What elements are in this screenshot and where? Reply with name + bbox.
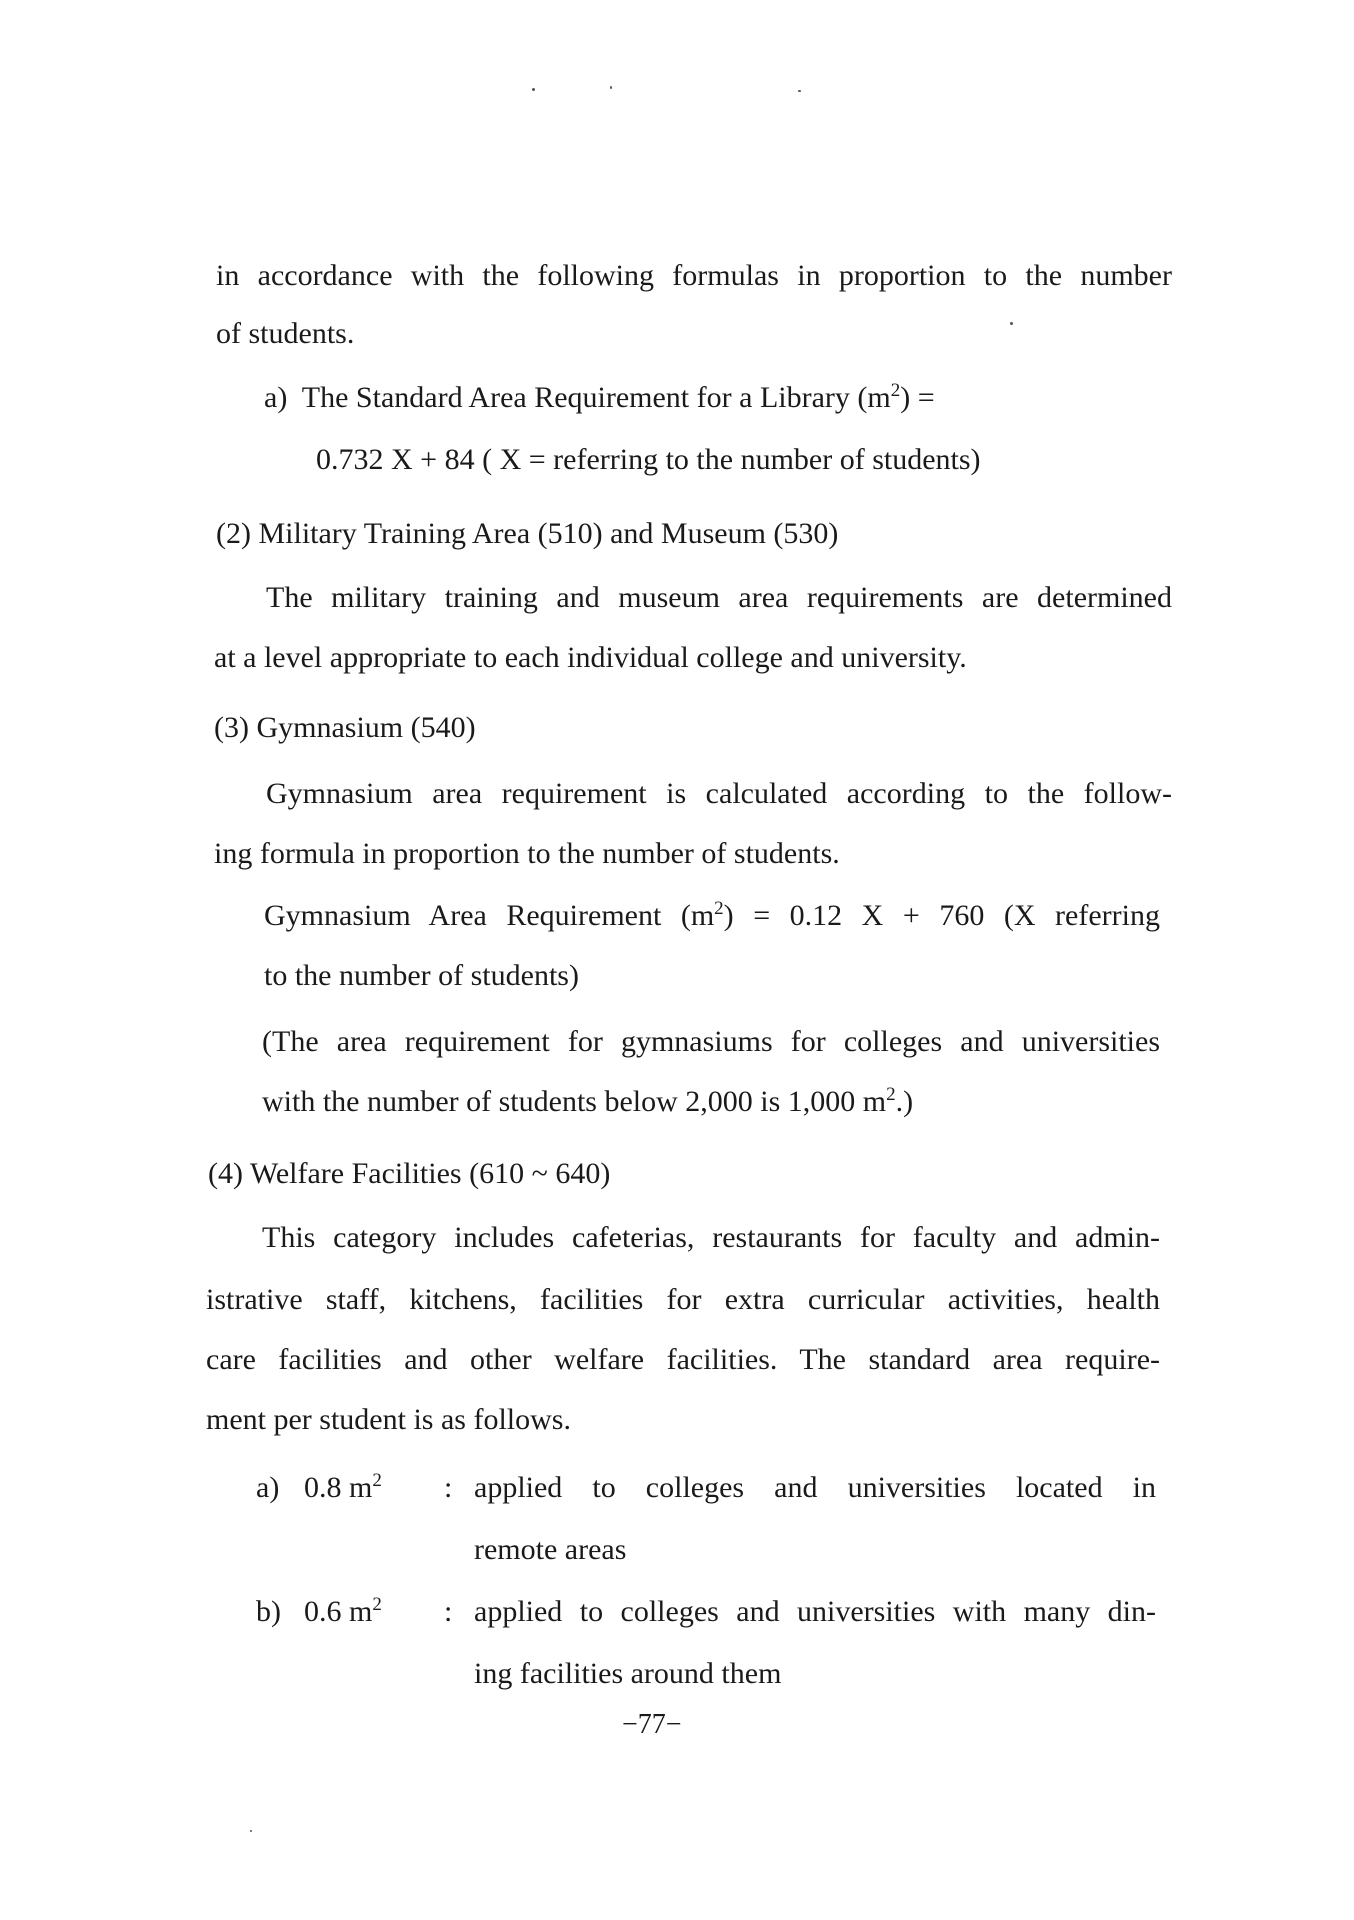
list-label: b) bbox=[256, 1595, 281, 1628]
library-requirement-text: The Standard Area Requirement for a Library (m bbox=[301, 381, 891, 414]
body-text-line: of students. bbox=[216, 317, 355, 350]
list-item-colon: : bbox=[444, 1595, 453, 1628]
library-requirement bbox=[264, 380, 935, 416]
body-text-line: care facilities and other welfare facilities. The standard area require- bbox=[206, 1343, 1160, 1376]
gymnasium-formula-continued: to the number of students) bbox=[264, 959, 579, 992]
list-label: a) bbox=[264, 381, 288, 414]
list-item-description: remote areas bbox=[474, 1533, 627, 1566]
scan-speck bbox=[532, 88, 535, 91]
body-text-line: ing formula in proportion to the number of students. bbox=[214, 837, 840, 870]
scan-speck bbox=[610, 86, 612, 89]
scan-speck bbox=[798, 90, 801, 92]
area-value: 0.8 m bbox=[304, 1471, 373, 1504]
gymnasium-formula-text: Gymnasium Area Requirement (m bbox=[264, 899, 715, 932]
scan-speck bbox=[1010, 322, 1013, 325]
gymnasium-note-text: with the number of students below 2,000 is 1,000 m bbox=[262, 1085, 887, 1118]
gymnasium-note: (The area requirement for gymnasiums for colleges and universities bbox=[262, 1025, 1160, 1058]
section-heading: (3) Gymnasium (540) bbox=[214, 711, 476, 744]
list-item-colon: : bbox=[444, 1471, 453, 1504]
list-label: a) bbox=[256, 1471, 280, 1504]
body-text-line: at a level appropriate to each individual college and university. bbox=[214, 641, 967, 674]
list-item-value bbox=[304, 1594, 382, 1630]
superscript: 2 bbox=[886, 1084, 896, 1105]
gymnasium-note-continued bbox=[262, 1084, 913, 1120]
superscript: 2 bbox=[372, 1594, 382, 1615]
scan-speck bbox=[250, 1830, 252, 1832]
page-number: −77− bbox=[622, 1709, 682, 1740]
gymnasium-formula-text: ) = 0.12 X + 760 (X referring bbox=[723, 899, 1160, 932]
list-item-description: ing facilities around them bbox=[474, 1657, 782, 1690]
superscript: 2 bbox=[890, 380, 901, 401]
body-text-line: The military training and museum area requirements are determined bbox=[266, 581, 1172, 614]
gymnasium-note-text: .) bbox=[895, 1085, 914, 1118]
body-text-line: istrative staff, kitchens, facilities for extra curricular activities, health bbox=[206, 1283, 1160, 1316]
library-formula: 0.732 X + 84 ( X = referring to the number of students) bbox=[316, 443, 981, 476]
gymnasium-formula bbox=[264, 898, 1160, 934]
body-text-line: Gymnasium area requirement is calculated according to the follow- bbox=[266, 777, 1172, 810]
library-requirement-tail: ) = bbox=[900, 381, 935, 414]
list-item-description: applied to colleges and universities located in bbox=[474, 1471, 1156, 1504]
superscript: 2 bbox=[714, 898, 724, 919]
area-value: 0.6 m bbox=[304, 1595, 373, 1628]
list-item-description: applied to colleges and universities with many din- bbox=[474, 1595, 1156, 1628]
body-text-line: in accordance with the following formulas in proportion to the number bbox=[216, 259, 1172, 292]
section-heading: (2) Military Training Area (510) and Museum (530) bbox=[216, 517, 839, 550]
body-text-line: ment per student is as follows. bbox=[206, 1403, 571, 1436]
list-item-value bbox=[304, 1470, 382, 1506]
body-text-line: This category includes cafeterias, restaurants for faculty and admin- bbox=[262, 1221, 1160, 1254]
section-heading: (4) Welfare Facilities (610 ~ 640) bbox=[208, 1157, 611, 1190]
superscript: 2 bbox=[372, 1470, 382, 1491]
